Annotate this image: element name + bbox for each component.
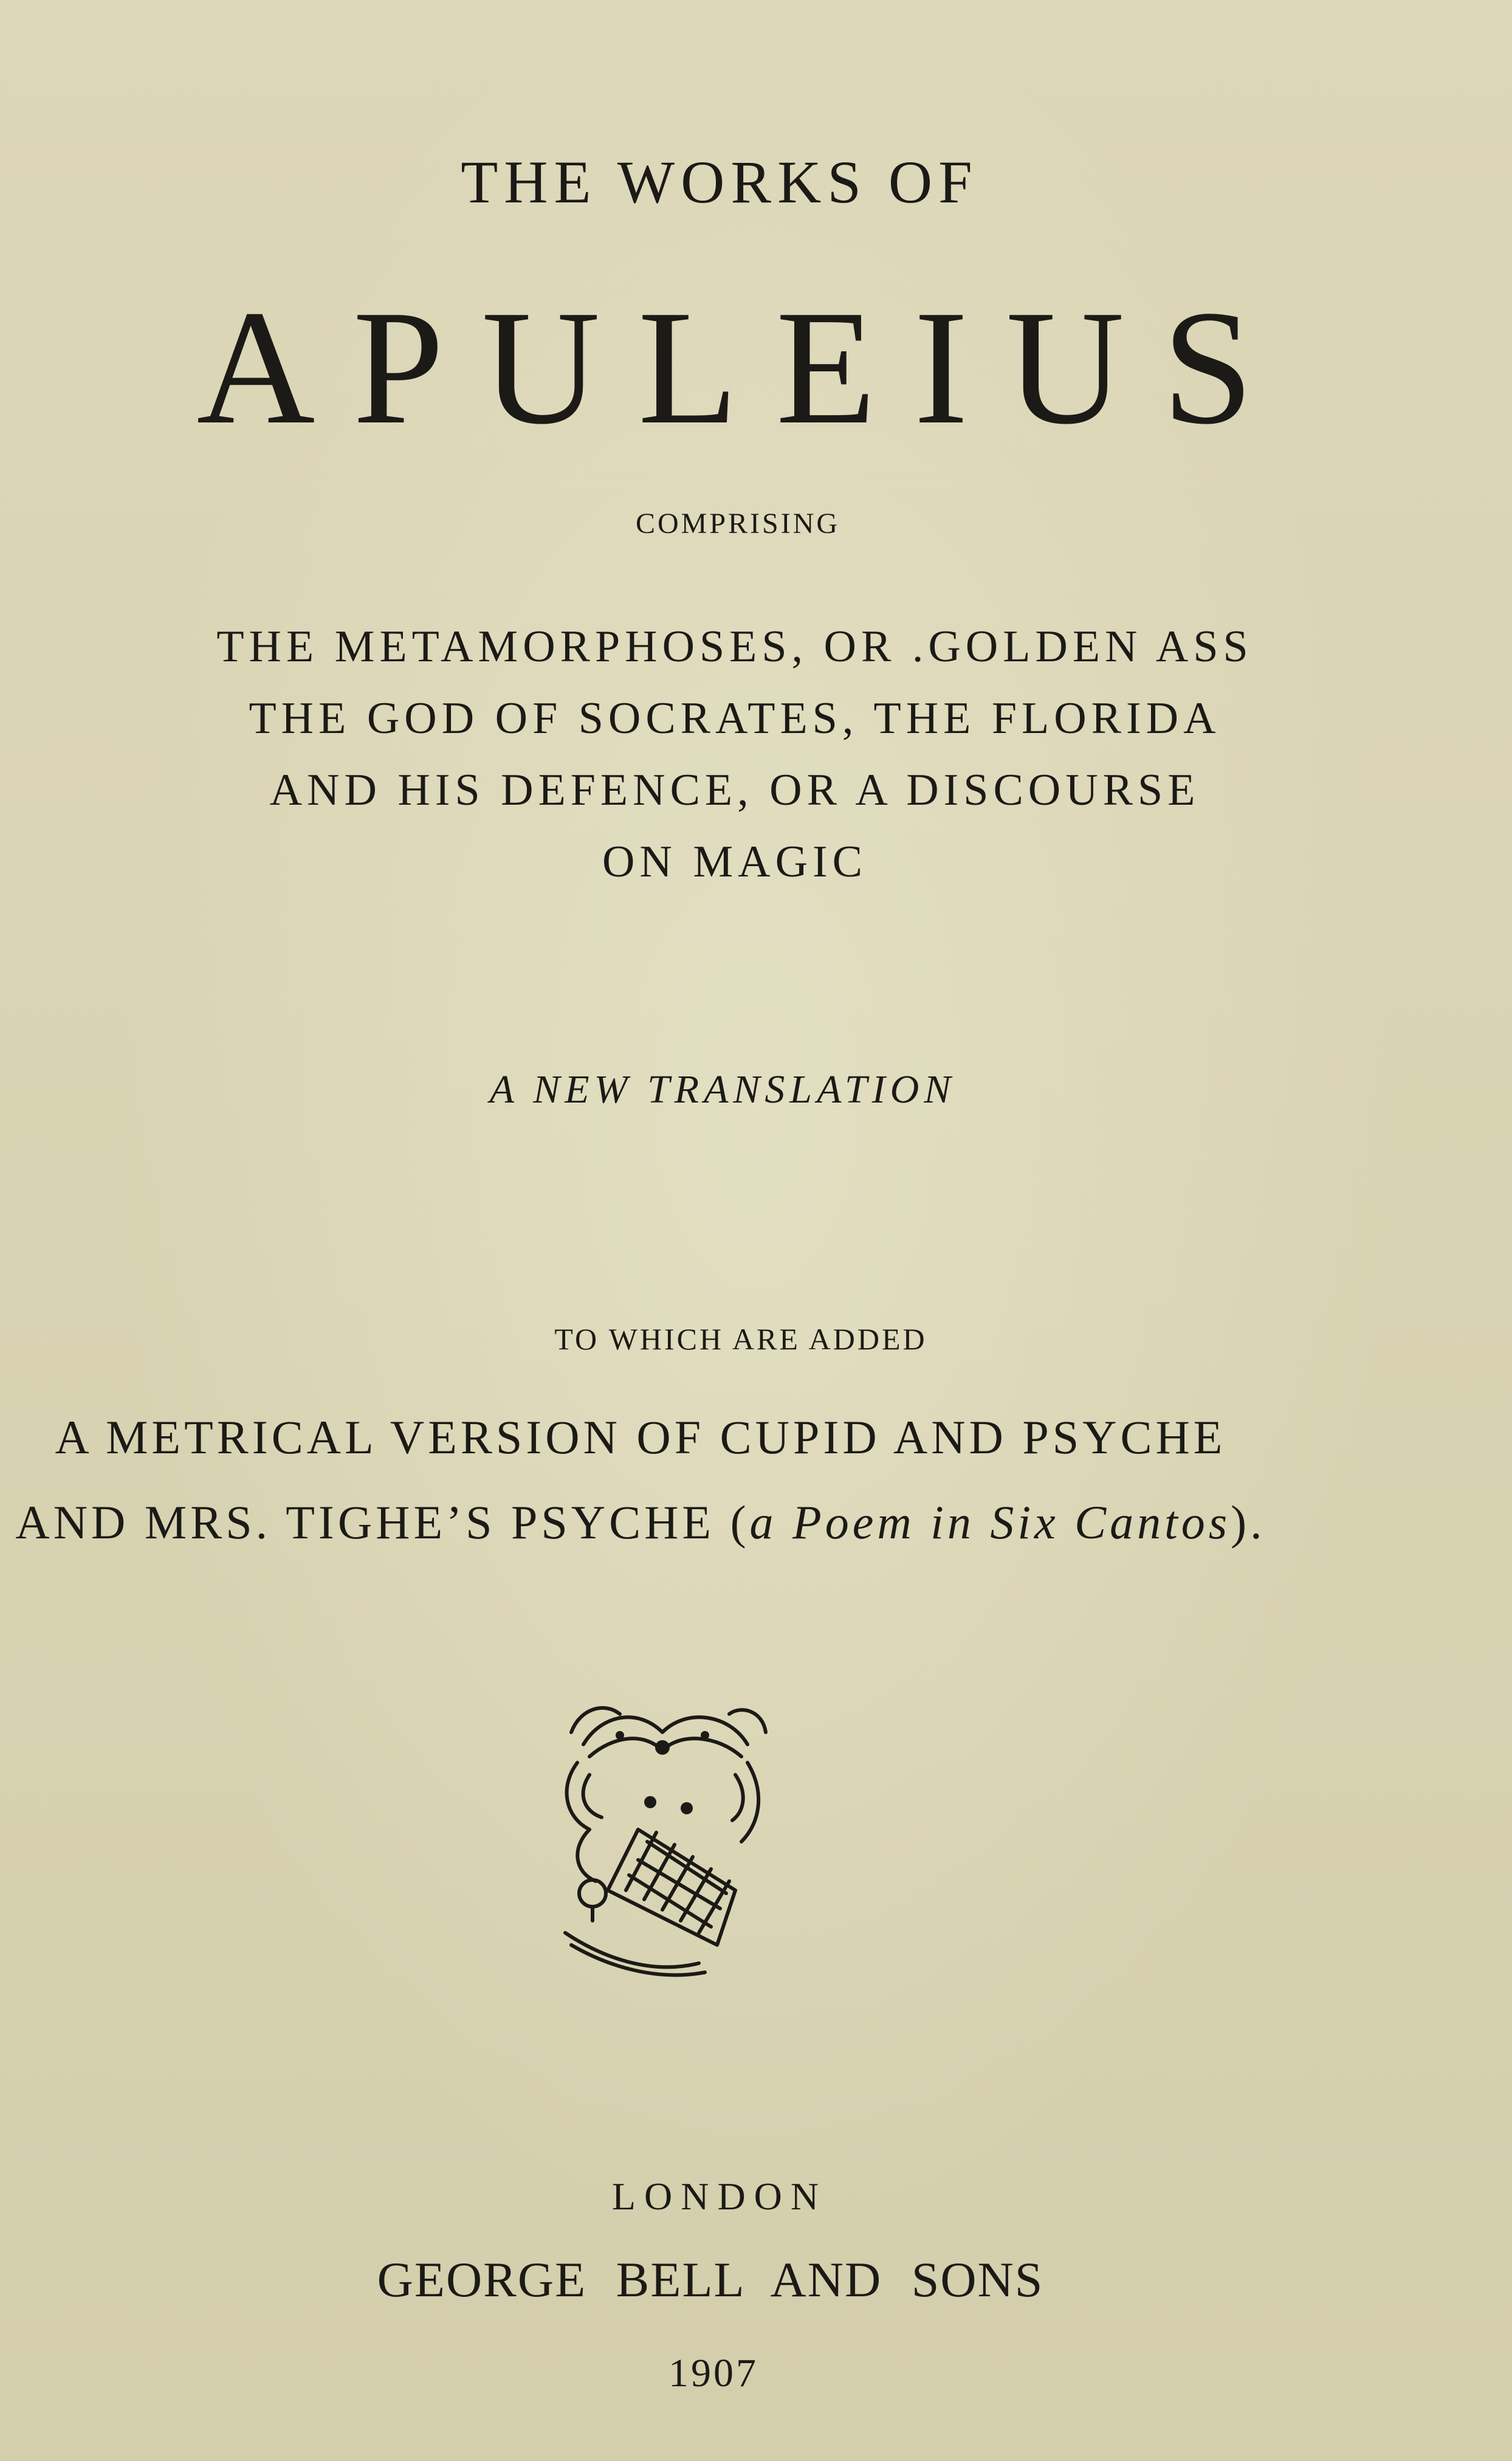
extras-line <box>0 1480 1281 1565</box>
extras-text: AND MRS. TIGHE’S PSYCHE ( <box>15 1496 750 1549</box>
extras-block <box>0 1395 1512 1565</box>
contents-line: THE GOD OF SOCRATES, THE FLORIDA <box>249 694 1221 743</box>
bell-device-icon <box>547 1690 778 1981</box>
contents-list <box>0 611 1512 898</box>
extras-text-end: ). <box>1231 1496 1266 1549</box>
added-intro: TO WHICH ARE ADDED <box>554 1322 927 1356</box>
extras-italic-text: a Poem in Six Cantos <box>749 1496 1231 1549</box>
comprising-label: COMPRISING <box>635 508 840 540</box>
translation-note: A NEW TRANSLATION <box>489 1067 956 1112</box>
contents-line: ON MAGIC <box>602 837 868 887</box>
extras-line: A METRICAL VERSION OF CUPID AND PSYCHE <box>55 1411 1226 1464</box>
contents-line: THE METAMORPHOSES, OR .GOLDEN ASS <box>216 622 1253 672</box>
contents-line: AND HIS DEFENCE, OR A DISCOURSE <box>269 765 1200 815</box>
works-heading: THE WORKS OF <box>461 148 978 216</box>
imprint-publisher: GEORGE BELL AND SONS <box>377 2252 1044 2307</box>
imprint-year: 1907 <box>668 2351 758 2395</box>
imprint-city: LONDON <box>611 2175 828 2218</box>
author-name: APULEIUS <box>196 277 1291 458</box>
